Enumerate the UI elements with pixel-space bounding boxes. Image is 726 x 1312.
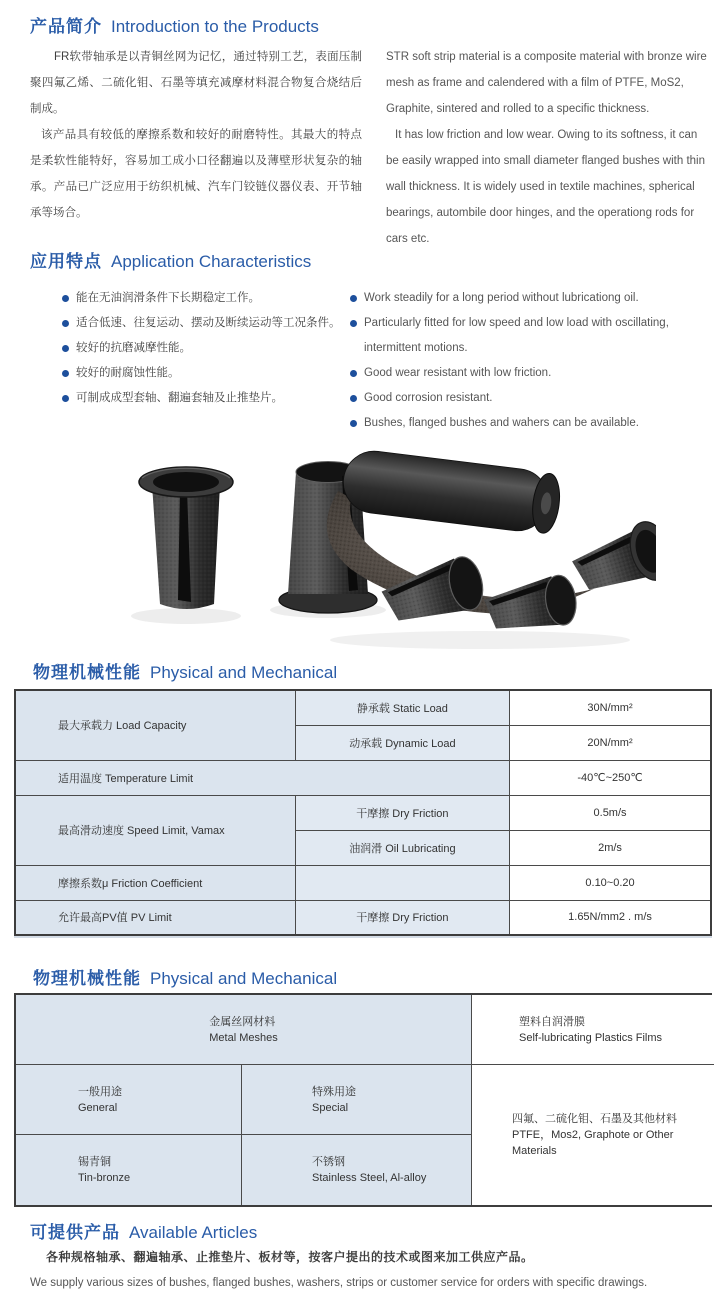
intro-english-column <box>386 44 712 252</box>
list-item <box>62 311 354 336</box>
materials-table <box>14 993 712 1207</box>
special-en: Special <box>312 1101 349 1114</box>
list-item <box>62 336 354 361</box>
bullet-text: Good corrosion resistant. <box>364 392 493 404</box>
bullet-icon <box>350 320 357 327</box>
application-bullets-zh <box>62 286 354 411</box>
cell-plastics-films <box>472 995 714 1065</box>
available-line-en: We supply various sizes of bushes, flanged bushes, washers, strips or customer service for orders with specific drawings. <box>30 1277 648 1289</box>
list-item <box>62 286 354 311</box>
table-row <box>15 865 711 900</box>
materials-heading-zh: 物理机械性能 <box>33 969 141 988</box>
stainless-zh: 不锈钢 <box>312 1156 345 1168</box>
cell-pv-dry-friction: 干摩擦 Dry Friction <box>295 900 509 935</box>
bullet-text: 能在无油润滑条件下长期稳定工作。 <box>76 292 260 304</box>
physical-heading-en: Physical and Mechanical <box>150 663 338 682</box>
cell-static-load-value: 30N/mm² <box>510 690 711 725</box>
film-materials-en: PTFE，Mos2, Graphote or Other Materials <box>512 1129 674 1157</box>
application-heading-zh: 应用特点 <box>30 252 102 271</box>
product-photo-illustration <box>90 444 656 654</box>
materials-heading-en: Physical and Mechanical <box>150 969 338 988</box>
tin-bronze-en: Tin-bronze <box>78 1172 131 1184</box>
bullet-icon <box>350 420 357 427</box>
bullet-icon <box>350 370 357 377</box>
application-bullets-en <box>350 286 702 436</box>
available-line-zh: 各种规格轴承、翻遍轴承、止推垫片、板材等，按客户提出的技术或图来加工供应产品。 <box>46 1250 534 1264</box>
materials-section-heading <box>33 964 337 989</box>
intro-en-paragraph-1: STR soft strip material is a composite material with bronze wire mesh as frame and calendered with a film of PTFE, MoS2, Graphite, sintered and rolled to a specific thickness. <box>386 51 707 115</box>
cell-pv-limit-value: 1.65N/mm2 . m/s <box>510 900 711 935</box>
bullet-icon <box>62 370 69 377</box>
list-item <box>350 411 702 436</box>
available-heading-zh: 可提供产品 <box>30 1223 120 1242</box>
cell-dynamic-load: 动承载 Dynamic Load <box>295 725 509 760</box>
cell-film-materials <box>472 1065 714 1205</box>
table-row <box>15 760 711 795</box>
available-section-heading <box>30 1218 257 1243</box>
bullet-icon <box>62 320 69 327</box>
cell-static-load: 静承载 Static Load <box>295 690 509 725</box>
intro-section-heading <box>30 12 319 37</box>
cell-pv-limit: 允许最高PV值 PV Limit <box>15 900 295 935</box>
bullet-icon <box>62 295 69 302</box>
cell-general-use <box>16 1065 242 1135</box>
bullet-text: 可制成成型套轴、翻遍套轴及止推垫片。 <box>76 392 283 404</box>
product-photo <box>90 444 656 654</box>
table-row <box>15 795 711 830</box>
plastics-films-en: Self-lubricating Plastics Films <box>519 1031 663 1044</box>
bullet-icon <box>62 395 69 402</box>
list-item <box>350 286 702 311</box>
intro-heading-en: Introduction to the Products <box>111 17 319 36</box>
bullet-icon <box>350 295 357 302</box>
stainless-en: Stainless Steel, Al-alloy <box>312 1172 427 1184</box>
physical-properties-table <box>14 689 712 936</box>
cell-temperature-value: -40℃~250℃ <box>510 760 711 795</box>
table-row <box>15 900 711 935</box>
general-zh: 一般用途 <box>78 1085 122 1098</box>
bullet-icon <box>62 345 69 352</box>
physical-heading-zh: 物理机械性能 <box>33 663 141 682</box>
cell-metal-meshes <box>16 995 472 1065</box>
cell-oil-lubricating-value: 2m/s <box>510 830 711 865</box>
list-item <box>62 386 354 411</box>
list-item <box>350 361 702 386</box>
cell-speed-limit: 最高滑动速度 Speed Limit, Vamax <box>15 795 295 865</box>
cell-load-capacity: 最大承载力 Load Capacity <box>15 690 295 760</box>
metal-meshes-zh: 金属丝网材料 <box>209 1015 276 1028</box>
bullet-text: 较好的耐腐蚀性能。 <box>76 367 180 379</box>
bullet-icon <box>350 395 357 402</box>
cell-temperature-limit: 适用温度 Temperature Limit <box>15 760 510 795</box>
cell-dynamic-load-value: 20N/mm² <box>510 725 711 760</box>
cell-special-use <box>242 1065 472 1135</box>
bullet-text: Particularly fitted for low speed and low load with oscillating, intermittent motions. <box>364 317 669 354</box>
cell-oil-lubricating: 油润滑 Oil Lubricating <box>295 830 509 865</box>
general-en: General <box>78 1101 118 1114</box>
film-materials-zh: 四氟、二硫化钼、石墨及其他材料 <box>512 1113 677 1125</box>
application-section-heading <box>30 247 311 272</box>
cell-friction-coefficient: 摩擦系数μ Friction Coefficient <box>15 865 295 900</box>
cell-friction-coefficient-value: 0.10~0.20 <box>510 865 711 900</box>
cell-tin-bronze <box>16 1135 242 1205</box>
available-heading-en: Available Articles <box>129 1223 258 1242</box>
bullet-text: 较好的抗磨减摩性能。 <box>76 342 191 354</box>
physical-section-heading <box>33 658 337 683</box>
intro-en-paragraph-2: It has low friction and low wear. Owing to its softness, it can be easily wrapped into small diameter flanged bushes with thin wall thickness. It is widely used in textile machines, spherical bearings, autombile door hinges, and the operationg rods for cars etc. <box>386 129 705 245</box>
cell-dry-friction: 干摩擦 Dry Friction <box>295 795 509 830</box>
special-zh: 特殊用途 <box>312 1085 356 1098</box>
tin-bronze-zh: 锡青铜 <box>78 1156 111 1168</box>
bullet-text: Work steadily for a long period without lubricationg oil. <box>364 292 639 304</box>
cell-stainless-steel <box>242 1135 472 1205</box>
intro-heading-zh: 产品简介 <box>30 17 102 36</box>
list-item <box>350 311 702 361</box>
bullet-text: Bushes, flanged bushes and wahers can be available. <box>364 417 639 429</box>
metal-meshes-en: Metal Meshes <box>209 1031 278 1044</box>
plastics-films-zh: 塑料自润滑膜 <box>519 1015 585 1028</box>
bullet-text: 适合低速、往复运动、摆动及断续运动等工况条件。 <box>76 317 341 329</box>
intro-zh-paragraph-2: 该产品具有较低的摩擦系数和较好的耐磨特性。其最大的特点是柔软性能特好，容易加工成小口径翻遍以及薄壁形状复杂的轴承。产品已广泛应用于纺织机械、汽车门铰链仪器仪表、开节轴承等场合。 <box>30 129 362 219</box>
list-item <box>62 361 354 386</box>
table-row <box>15 690 711 725</box>
intro-zh-paragraph-1: FR软带轴承是以青铜丝网为记忆，通过特别工艺，表面压制聚四氟乙烯、二硫化钼、石墨等填充减摩材料混合物复合烧结后制成。 <box>30 51 362 115</box>
list-item <box>350 386 702 411</box>
intro-columns <box>30 44 712 252</box>
bullet-text: Good wear resistant with low friction. <box>364 367 552 379</box>
cell-empty <box>295 865 509 900</box>
intro-chinese-column <box>30 44 362 252</box>
cell-dry-friction-value: 0.5m/s <box>510 795 711 830</box>
application-heading-en: Application Characteristics <box>111 252 312 271</box>
